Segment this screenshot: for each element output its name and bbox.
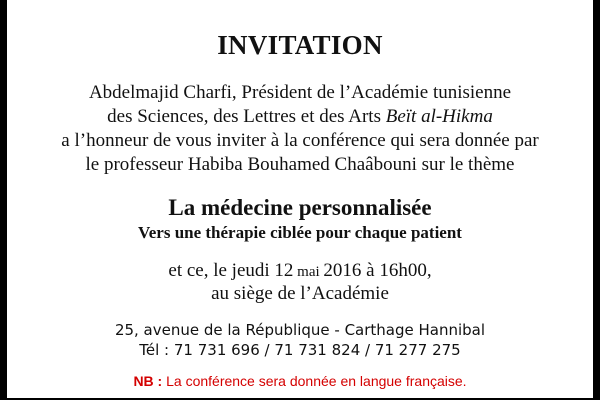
note-label: NB : [133,373,163,389]
conference-subtitle: Vers une thérapie ciblée pour chaque patient [138,223,462,242]
invitation-title: INVITATION [217,30,383,60]
conference-topic: La médecine personnalisée [168,195,432,220]
language-note [7,374,593,388]
date-prefix: et ce, le jeudi [168,260,275,281]
date-year: 2016 [323,260,362,281]
address-street: 25, avenue de la République - Carthage Hannibal [114,321,486,339]
note-text: La conférence sera donnée en langue française. [162,373,467,389]
speaker-line: le professeur Habiba Bouhamed Chaâbouni sur le thème [85,154,515,175]
host-line: Abdelmajid Charfi, Président de l’Académie tunisienne [88,82,512,103]
academy-line [7,107,593,126]
date-month: mai [293,264,324,280]
date-time: à 16h00, [361,260,432,281]
venue-line: au siège de l’Académie [211,283,389,304]
academy-name: des Sciences, des Lettres et des Arts [107,106,386,127]
date-day: 12 [274,260,294,281]
date-line [7,261,593,280]
academy-italic-name: Beït al-Hikma [385,106,493,127]
address-phone: Tél : 71 731 696 / 71 731 824 / 71 277 275 [139,341,461,359]
invite-line: a l’honneur de vous inviter à la conférence qui sera donnée par [61,130,539,151]
